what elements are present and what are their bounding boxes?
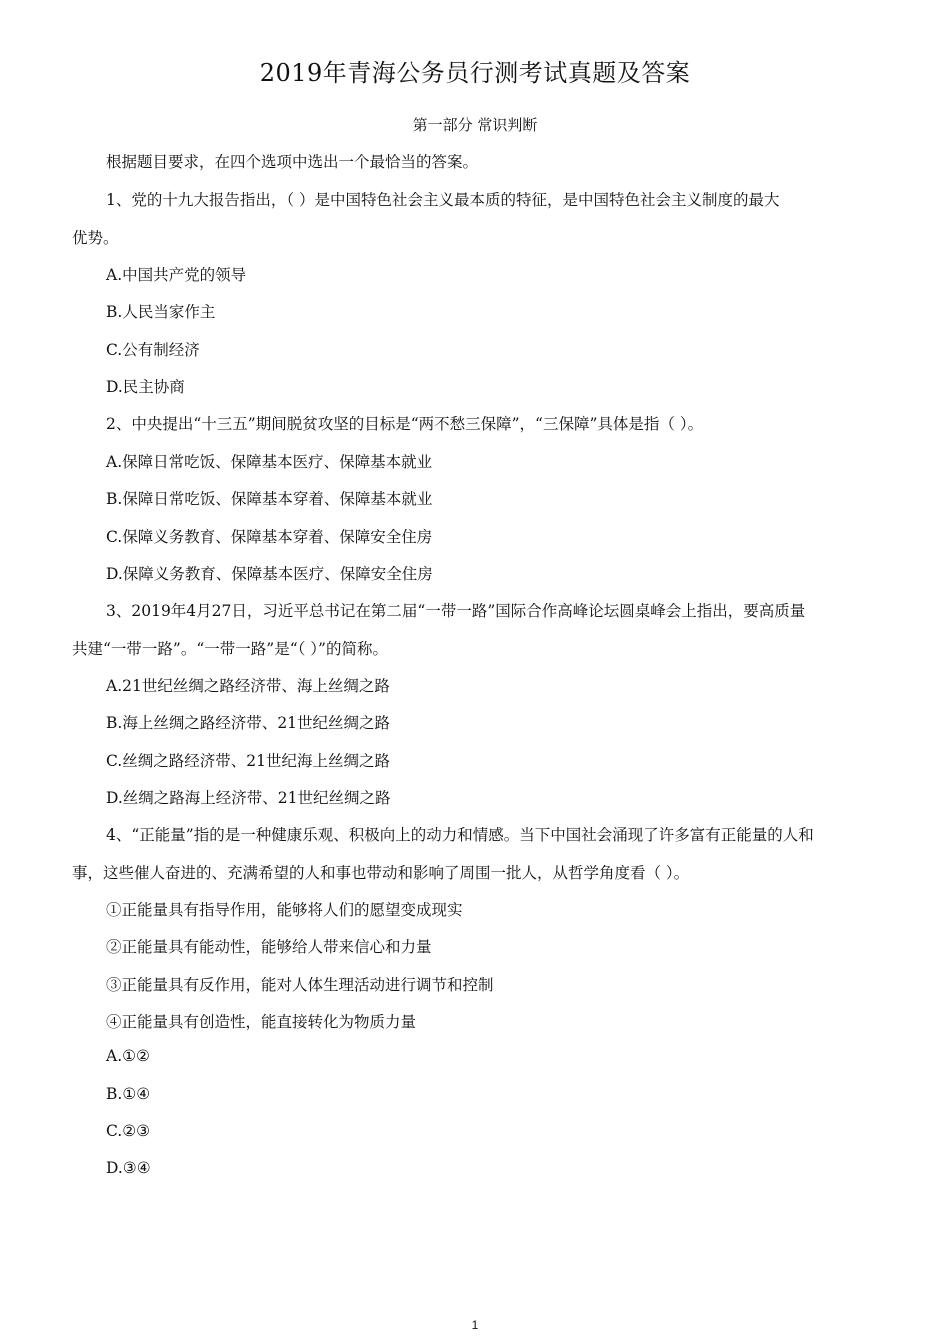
question-3-stem: 3、2019年4月27日，习近平总书记在第二届“一带一路”国际合作高峰论坛圆桌峰会上指出，要高质量	[106, 602, 806, 620]
question-3-option-d: D.丝绸之路海上经济带、21世纪丝绸之路	[106, 789, 391, 807]
question-1-option-b: B.人民当家作主	[106, 303, 216, 321]
question-1-option-d: D.民主协商	[106, 378, 185, 396]
question-1-option-c: C.公有制经济	[106, 341, 200, 359]
question-2-option-b: B.保障日常吃饭、保障基本穿着、保障基本就业	[106, 490, 433, 508]
question-4-stem: 4、“正能量”指的是一种健康乐观、积极向上的动力和情感。当下中国社会涌现了许多富有正能量的人和	[106, 826, 814, 844]
question-3-option-c: C.丝绸之路经济带、21世纪海上丝绸之路	[106, 752, 390, 770]
question-4-statement-2: ②正能量具有能动性，能够给人带来信心和力量	[106, 938, 432, 956]
question-4-statement-3: ③正能量具有反作用，能对人体生理活动进行调节和控制	[106, 976, 494, 994]
question-4-statement-4: ④正能量具有创造性，能直接转化为物质力量	[106, 1013, 417, 1031]
document-title: 2019年青海公务员行测考试真题及答案	[259, 59, 691, 87]
instruction-text: 根据题目要求，在四个选项中选出一个最恰当的答案。	[106, 153, 479, 171]
question-2-stem: 2、中央提出“十三五”期间脱贫攻坚的目标是“两不愁三保障”，“三保障”具体是指（ ）。	[106, 415, 704, 433]
section-heading: 第一部分 常识判断	[412, 116, 538, 134]
question-2-option-c: C.保障义务教育、保障基本穿着、保障安全住房	[106, 528, 433, 546]
question-2-option-a: A.保障日常吃饭、保障基本医疗、保障基本就业	[106, 453, 433, 471]
question-4-option-a: A.①②	[106, 1047, 150, 1065]
question-1-option-a: A.中国共产党的领导	[106, 266, 247, 284]
question-3-option-b: B.海上丝绸之路经济带、21世纪丝绸之路	[106, 714, 391, 732]
question-4-statement-1: ①正能量具有指导作用，能够将人们的愿望变成现实	[106, 901, 463, 919]
question-4-option-b: B.①④	[106, 1085, 151, 1103]
question-1-stem-continued: 优势。	[72, 229, 119, 247]
question-1-stem: 1、党的十九大报告指出，（ ）是中国特色社会主义最本质的特征，是中国特色社会主义制度的最大	[106, 191, 780, 209]
question-3-stem-continued: 共建“一带一路”。“一带一路”是“（ ）”的简称。	[72, 640, 388, 658]
question-4-option-c: C.②③	[106, 1122, 151, 1140]
question-3-option-a: A.21世纪丝绸之路经济带、海上丝绸之路	[106, 677, 390, 695]
question-4-option-d: D.③④	[106, 1159, 151, 1177]
question-4-stem-continued: 事，这些催人奋进的、充满希望的人和事也带动和影响了周围一批人，从哲学角度看（ ）。	[72, 864, 690, 882]
question-2-option-d: D.保障义务教育、保障基本医疗、保障安全住房	[106, 565, 433, 583]
page-number: 1	[471, 1318, 479, 1332]
